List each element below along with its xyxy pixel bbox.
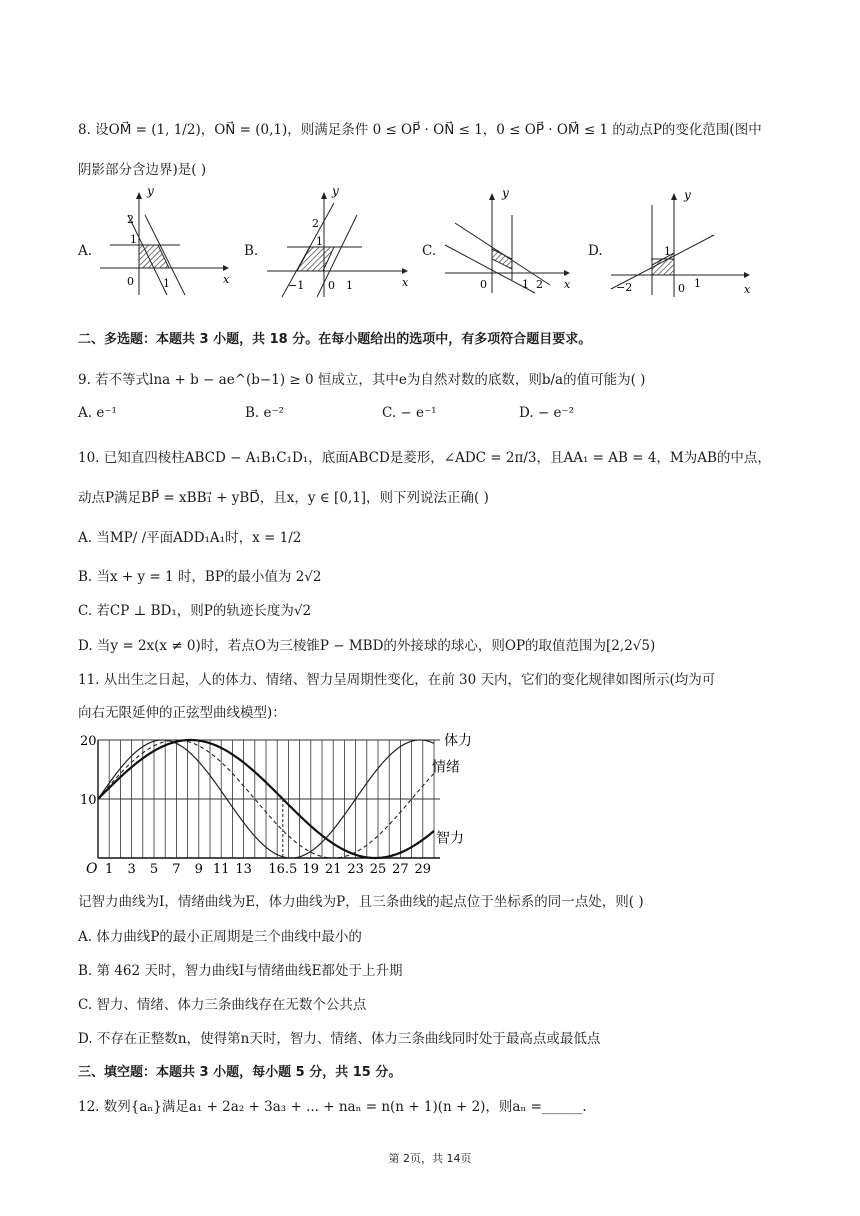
q8a-origin: 0 [127, 275, 134, 288]
x-tick-label: 29 [414, 862, 432, 876]
y-tick-label: 20 [80, 734, 97, 749]
page-footer: 第 2页，共 14页 [388, 1152, 472, 1165]
q8c-tick-1: 1 [522, 278, 529, 291]
q9-option-b[interactable]: B. e⁻² [245, 405, 285, 421]
x-tick-label: 9 [194, 862, 203, 876]
x-tick-label: 1 [105, 862, 114, 876]
q9-stem: 9. 若不等式lna + b − ae^(b−1) ≥ 0 恒成立，其中e为自然对数的底数，则b/a的值可能为( ) [78, 372, 646, 388]
biorhythm-chart [76, 728, 486, 876]
q8b-x-label: x [402, 276, 409, 289]
q8-stem-line2: 阴影部分含边界)是( ) [78, 162, 207, 178]
q8a-tick-2: 2 [127, 213, 134, 226]
q12-stem: 12. 数列{aₙ}满足a₁ + 2a₂ + 3a₃ + ... + naₙ = n(n + 1)(n + 2)，则aₙ =______. [78, 1099, 587, 1115]
x-tick-label: 7 [172, 862, 181, 876]
q9-option-d[interactable]: D. − e⁻² [519, 405, 575, 421]
q8-option-d-figure[interactable] [606, 185, 756, 297]
q8a-y-label: y [147, 185, 154, 198]
q11-stem-line2: 向右无限延伸的正弦型曲线模型)： [78, 705, 286, 721]
x-tick-label: 27 [392, 862, 409, 876]
q8-option-c-figure[interactable] [440, 185, 580, 295]
q8d-x-label: x [744, 283, 751, 296]
q8-stem-line1: 8. 设OM⃗ = (1, 1/2)，ON⃗ = (0,1)，则满足条件 0 ≤ OP⃗ · ON⃗ ≤ 1，0 ≤ OP⃗ · OM⃗ ≤ 1 的动点P的变化范围(图中 [78, 122, 762, 138]
x-tick-label: 16.5 [268, 862, 298, 876]
q8c-x-label: x [564, 278, 571, 291]
q10-option-c[interactable]: C. 若CP ⊥ BD₁，则P的轨迹长度为√2 [78, 603, 312, 619]
q11-after-figure: 记智力曲线为I，情绪曲线为E，体力曲线为P，且三条曲线的起点位于坐标系的同一点处，则( ) [78, 894, 644, 910]
q8-option-c-label[interactable]: C. [422, 243, 437, 259]
q10-stem-line1: 10. 已知直四棱柱ABCD − A₁B₁C₁D₁，底面ABCD是菱形，∠ADC = 2π/3，且AA₁ = AB = 4，M为AB的中点， [78, 450, 771, 466]
q8-option-b-figure[interactable] [262, 185, 412, 300]
chart-grid [98, 740, 440, 858]
q8d-origin: 0 [678, 282, 685, 295]
x-tick-label: 11 [212, 862, 230, 876]
q8b-tick-x1: 1 [346, 279, 353, 292]
q8b-tick-2: 2 [312, 217, 319, 230]
q8a-x-label: x [223, 273, 230, 286]
q8c-origin: 0 [480, 278, 487, 291]
q9-option-c[interactable]: C. − e⁻¹ [382, 405, 437, 421]
q8d-tick-x1: 1 [694, 277, 701, 290]
x-tick-label: 13 [235, 862, 252, 876]
origin-label: O [86, 861, 98, 876]
x-tick-label: 25 [369, 862, 387, 876]
x-tick-label: 23 [347, 862, 364, 876]
q11-stem-line1: 11. 从出生之日起，人的体力、情绪、智力呈周期性变化，在前 30 天内，它们的变化规律如图所示(均为可 [78, 672, 716, 688]
q10-option-b[interactable]: B. 当x + y = 1 时，BP的最小值为 2√2 [78, 569, 322, 585]
q8-option-a-label[interactable]: A. [78, 243, 93, 259]
q8a-tick-1: 1 [130, 233, 137, 246]
series-label-2: 情绪 [432, 759, 460, 776]
q8-option-a-figure[interactable] [95, 185, 235, 300]
q11-option-b[interactable]: B. 第 462 天时，智力曲线I与情绪曲线E都处于上升期 [78, 963, 403, 979]
q8-option-d-label[interactable]: D. [588, 243, 603, 259]
q8b-tick-neg1: −1 [288, 279, 305, 292]
q9-option-a[interactable]: A. e⁻¹ [78, 405, 117, 421]
q8-option-b-label[interactable]: B. [244, 243, 259, 259]
x-tick-label: 19 [302, 862, 320, 876]
x-tick-label: 3 [127, 862, 136, 876]
q11-option-a[interactable]: A. 体力曲线P的最小正周期是三个曲线中最小的 [78, 929, 362, 945]
q10-option-d[interactable]: D. 当y = 2x(x ≠ 0)时，若点O为三棱锥P − MBD的外接球的球心，则OP的取值范围为[2,2√5) [78, 638, 656, 654]
q8b-origin: 0 [328, 279, 335, 292]
q8c-y-label: y [502, 186, 509, 200]
series-label-1: 体力 [444, 733, 472, 749]
q8d-tick-neg2: −2 [616, 281, 633, 294]
q8b-tick-1: 1 [316, 235, 323, 248]
q10-stem-line2: 动点P满足BP⃗ = xBB₁⃗ + yBD⃗，且x，y ∈ [0,1]，则下列说法正确( ) [78, 490, 489, 506]
q8b-y-label: y [332, 185, 339, 198]
q8c-tick-2: 2 [536, 278, 543, 291]
q11-option-d[interactable]: D. 不存在正整数n，使得第n天时，智力、情绪、体力三条曲线同时处于最高点或最低点 [78, 1031, 601, 1047]
q8d-tick-1: 1 [664, 245, 671, 258]
q8d-y-label: y [684, 188, 691, 202]
q11-option-c[interactable]: C. 智力、情绪、体力三条曲线存在无数个公共点 [78, 997, 367, 1013]
x-tick-label: 5 [149, 862, 159, 876]
q10-option-a[interactable]: A. 当MP/ /平面ADD₁A₁时，x = 1/2 [78, 530, 302, 546]
section-3-heading: 三、填空题：本题共 3 小题，每小题 5 分，共 15 分。 [78, 1065, 402, 1080]
y-tick-label: 10 [80, 793, 97, 808]
section-2-heading: 二、多选题：本题共 3 小题，共 18 分。在每小题给出的选项中，有多项符合题目要求。 [78, 332, 592, 347]
series-label-3: 智力 [436, 830, 464, 847]
q8a-tick-x1: 1 [163, 277, 170, 290]
x-tick-label: 21 [324, 862, 342, 876]
